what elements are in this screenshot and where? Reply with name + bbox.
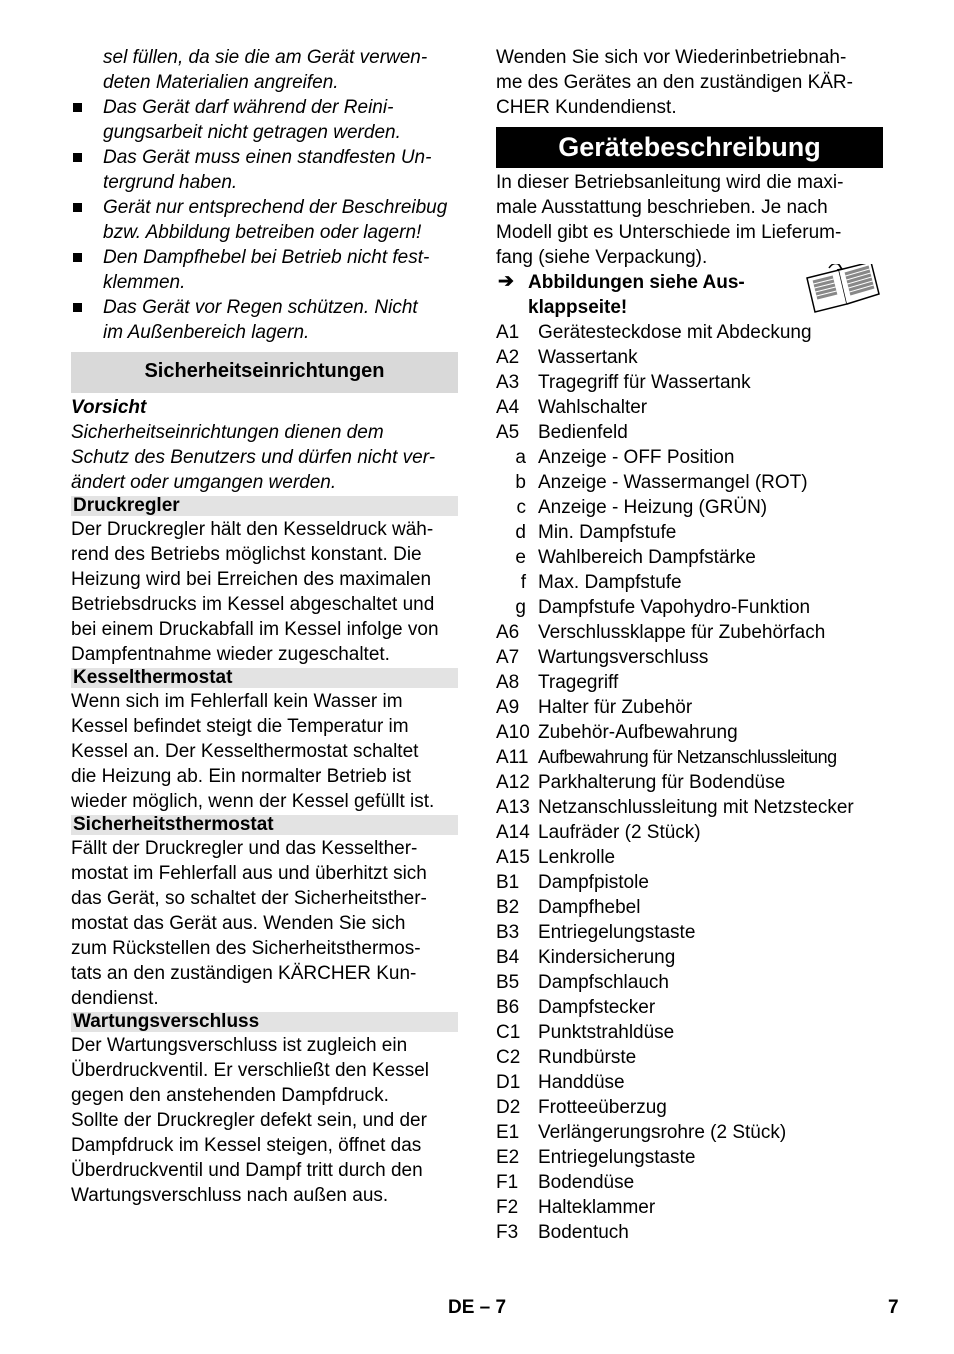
item-code: C2	[496, 1047, 521, 1068]
item-label: Bodendüse	[538, 1172, 635, 1193]
body-text-line: Dampfdruck im Kessel steigen, öffnet das	[71, 1135, 422, 1156]
component-list-item	[496, 970, 883, 995]
caution-text-line: Sicherheitseinrichtungen dienen dem	[71, 422, 384, 443]
body-text-line: gegen den anstehenden Dampfdruck.	[71, 1085, 389, 1106]
component-list-item	[496, 795, 883, 820]
component-list-item	[496, 620, 883, 645]
footer-page-label: DE – 7	[448, 1297, 507, 1318]
item-code: A5	[496, 422, 520, 443]
subsection-title: Druckregler	[71, 496, 458, 516]
note-text-line: Abbildungen siehe Aus-	[528, 272, 745, 293]
component-list-item	[496, 595, 883, 620]
item-label: Entriegelungstaste	[538, 1147, 696, 1168]
item-code: A15	[496, 847, 530, 868]
bullet-square-icon	[73, 103, 82, 112]
body-text-line: wieder möglich, wenn der Kessel gefüllt ist.	[71, 791, 435, 812]
component-list-item	[496, 570, 883, 595]
item-code: D2	[496, 1097, 521, 1118]
item-code: a	[515, 447, 526, 468]
item-label: Min. Dampfstufe	[538, 522, 677, 543]
note-text-line: klappseite!	[528, 297, 628, 318]
component-list-item	[496, 395, 883, 420]
body-text-line: rend des Betriebs möglichst konstant. Die	[71, 544, 422, 565]
item-label: Lenkrolle	[538, 847, 616, 868]
item-code: A11	[496, 747, 529, 768]
bullet-item	[71, 295, 458, 345]
item-code: C1	[496, 1022, 521, 1043]
item-label: Dampfhebel	[538, 897, 641, 918]
body-text-line: die Heizung ab. Ein normalter Betrieb ist	[71, 766, 412, 787]
description-line: Modell gibt es Unterschiede im Lieferum-	[496, 222, 842, 243]
item-label: Zubehör-Aufbewahrung	[538, 722, 738, 743]
body-text-line: Überdruckventil und Dampf tritt durch den	[71, 1160, 423, 1181]
item-label: Wassertank	[538, 347, 638, 368]
component-list-item	[496, 1045, 883, 1070]
footer-page-number: 7	[888, 1297, 899, 1318]
main-title: Gerätebeschreibung	[496, 127, 883, 168]
section-title: Sicherheitseinrichtungen	[71, 352, 458, 393]
item-code: F2	[496, 1197, 519, 1218]
item-label: Wartungsverschluss	[538, 647, 709, 668]
component-list-item	[496, 1070, 883, 1095]
illustration-note	[496, 270, 883, 320]
component-list-item	[496, 495, 883, 520]
body-text-line: mostat das Gerät aus. Wenden Sie sich	[71, 913, 406, 934]
component-list-item	[496, 545, 883, 570]
caution-text-line: ändert oder umgangen werden.	[71, 472, 337, 493]
component-list-item	[496, 320, 883, 345]
item-label: Aufbewahrung für Netzanschlussleitung	[538, 747, 837, 767]
body-text-line: Wenn sich im Fehlerfall kein Wasser im	[71, 691, 403, 712]
component-list-item	[496, 445, 883, 470]
component-list-item	[496, 1095, 883, 1120]
item-code: B2	[496, 897, 520, 918]
item-label: Verschlussklappe für Zubehörfach	[538, 622, 826, 643]
item-code: g	[515, 597, 526, 618]
body-text-line: Überdruckventil. Er verschließt den Kessel	[71, 1060, 429, 1081]
item-label: Handdüse	[538, 1072, 625, 1093]
item-label: Anzeige - Wassermangel (ROT)	[538, 472, 808, 493]
body-text-line: Der Wartungsverschluss ist zugleich ein	[71, 1035, 408, 1056]
component-list-item	[496, 770, 883, 795]
item-label: Dampfpistole	[538, 872, 649, 893]
item-label: Verlängerungsrohre (2 Stück)	[538, 1122, 787, 1143]
item-label: Dampfstufe Vapohydro-Funktion	[538, 597, 811, 618]
item-code: d	[515, 522, 526, 543]
bullet-text-line: klemmen.	[103, 272, 186, 293]
description-line: In dieser Betriebsanleitung wird die maxi-	[496, 172, 844, 193]
component-list-item	[496, 1195, 883, 1220]
component-list-item	[496, 370, 883, 395]
item-code: A4	[496, 397, 520, 418]
component-list-item	[496, 720, 883, 745]
item-label: Laufräder (2 Stück)	[538, 822, 701, 843]
body-text-line: Heizung wird bei Erreichen des maximalen	[71, 569, 432, 590]
item-label: Parkhalterung für Bodendüse	[538, 772, 786, 793]
item-code: A12	[496, 772, 530, 793]
caution-label: Vorsicht	[71, 397, 147, 418]
body-text-line: Wartungsverschluss nach außen aus.	[71, 1185, 389, 1206]
item-code: A1	[496, 322, 520, 343]
item-code: A2	[496, 347, 520, 368]
item-code: A3	[496, 372, 520, 393]
body-text-line: Betriebsdrucks im Kessel abgeschaltet und	[71, 594, 435, 615]
item-label: Tragegriff	[538, 672, 619, 693]
left-column	[71, 45, 458, 1208]
bullet-item	[71, 145, 458, 195]
item-label: Bodentuch	[538, 1222, 629, 1243]
bullet-text-line: gungsarbeit nicht getragen werden.	[103, 122, 401, 143]
subsection-title: Wartungsverschluss	[71, 1012, 458, 1032]
component-list-item	[496, 845, 883, 870]
item-label: Frotteeüberzug	[538, 1097, 667, 1118]
body-text-line: dendienst.	[71, 988, 159, 1009]
component-list-item	[496, 995, 883, 1020]
item-code: A8	[496, 672, 520, 693]
intro-line: sel füllen, da sie die am Gerät verwen-	[103, 47, 428, 68]
bullet-text-line: bzw. Abbildung betreiben oder lagern!	[103, 222, 422, 243]
item-code: F3	[496, 1222, 519, 1243]
bullet-square-icon	[73, 303, 82, 312]
intro-line: CHER Kundendienst.	[496, 97, 677, 118]
bullet-text-line: Das Gerät vor Regen schützen. Nicht	[103, 297, 418, 318]
component-list-item	[496, 920, 883, 945]
item-label: Kindersicherung	[538, 947, 676, 968]
component-list-item	[496, 645, 883, 670]
item-code: B1	[496, 872, 520, 893]
bullet-text-line: Das Gerät muss einen standfesten Un-	[103, 147, 432, 168]
component-list-item	[496, 895, 883, 920]
item-label: Halter für Zubehör	[538, 697, 693, 718]
item-code: A10	[496, 722, 530, 743]
item-code: B3	[496, 922, 520, 943]
item-label: Wahlbereich Dampfstärke	[538, 547, 756, 568]
item-code: A7	[496, 647, 520, 668]
body-text-line: zum Rückstellen des Sicherheitsthermos-	[71, 938, 421, 959]
item-label: Max. Dampfstufe	[538, 572, 682, 593]
item-label: Entriegelungstaste	[538, 922, 696, 943]
book-icon	[803, 264, 883, 320]
bullet-text-line: Den Dampfhebel bei Betrieb nicht fest-	[103, 247, 430, 268]
item-code: E1	[496, 1122, 520, 1143]
body-text-line: das Gerät, so schaltet der Sicherheitsther-	[71, 888, 427, 909]
item-label: Rundbürste	[538, 1047, 637, 1068]
item-code: A6	[496, 622, 520, 643]
subsection-title: Sicherheitsthermostat	[71, 815, 458, 835]
bullet-square-icon	[73, 153, 82, 162]
bullet-text-line: im Außenbereich lagern.	[103, 322, 310, 343]
item-code: F1	[496, 1172, 519, 1193]
bullet-item	[71, 245, 458, 295]
body-text-line: Der Druckregler hält den Kesseldruck wäh-	[71, 519, 434, 540]
bullet-square-icon	[73, 203, 82, 212]
item-label: Halteklammer	[538, 1197, 656, 1218]
component-list-item	[496, 470, 883, 495]
item-label: Dampfschlauch	[538, 972, 669, 993]
item-code: e	[515, 547, 526, 568]
item-label: Tragegriff für Wassertank	[538, 372, 751, 393]
bullet-item	[71, 95, 458, 145]
component-list-item	[496, 695, 883, 720]
component-list-item	[496, 870, 883, 895]
item-code: A13	[496, 797, 530, 818]
intro-line: Wenden Sie sich vor Wiederinbetriebnah-	[496, 47, 847, 68]
description-line: male Ausstattung beschrieben. Je nach	[496, 197, 828, 218]
description-line: fang (siehe Verpackung).	[496, 247, 708, 268]
body-text-line: tats an den zuständigen KÄRCHER Kun-	[71, 963, 417, 984]
caution-text-line: Schutz des Benutzers und dürfen nicht ver-	[71, 447, 436, 468]
component-list-item	[496, 1120, 883, 1145]
component-list-item	[496, 745, 883, 770]
item-code: b	[515, 472, 526, 493]
right-column	[496, 45, 883, 1245]
body-text-line: mostat im Fehlerfall aus und überhitzt sich	[71, 863, 427, 884]
component-list-item	[496, 670, 883, 695]
component-list-item	[496, 1170, 883, 1195]
body-text-line: Fällt der Druckregler und das Kesselther-	[71, 838, 418, 859]
component-list-item	[496, 345, 883, 370]
subsection-title: Kesselthermostat	[71, 668, 458, 688]
item-code: A9	[496, 697, 520, 718]
component-list-item	[496, 1145, 883, 1170]
bullet-text-line: tergrund haben.	[103, 172, 238, 193]
component-list-item	[496, 420, 883, 445]
item-label: Bedienfeld	[538, 422, 628, 443]
body-text-line: bei einem Druckabfall im Kessel infolge von	[71, 619, 439, 640]
bullet-text-line: Gerät nur entsprechend der Beschreibug	[103, 197, 448, 218]
item-label: Dampfstecker	[538, 997, 656, 1018]
component-list-item	[496, 1020, 883, 1045]
arrow-icon: ➔	[498, 271, 514, 292]
bullet-item	[71, 195, 458, 245]
component-list-item	[496, 520, 883, 545]
item-code: E2	[496, 1147, 520, 1168]
body-text-line: Kessel an. Der Kesselthermostat schaltet	[71, 741, 419, 762]
item-label: Punktstrahldüse	[538, 1022, 675, 1043]
body-text-line: Sollte der Druckregler defekt sein, und der	[71, 1110, 427, 1131]
bullet-square-icon	[73, 253, 82, 262]
intro-line: me des Gerätes an den zuständigen KÄR-	[496, 72, 853, 93]
item-code: B4	[496, 947, 520, 968]
item-code: c	[516, 497, 526, 518]
item-label: Wahlschalter	[538, 397, 648, 418]
item-label: Gerätesteckdose mit Abdeckung	[538, 322, 812, 343]
component-list-item	[496, 820, 883, 845]
component-list-item	[496, 945, 883, 970]
intro-line: deten Materialien angreifen.	[103, 72, 339, 93]
item-code: A14	[496, 822, 530, 843]
item-code: B5	[496, 972, 520, 993]
body-text-line: Dampfentnahme wieder zugeschaltet.	[71, 644, 390, 665]
item-code: f	[520, 572, 526, 593]
item-code: D1	[496, 1072, 521, 1093]
item-label: Anzeige - Heizung (GRÜN)	[538, 497, 768, 518]
item-code: B6	[496, 997, 520, 1018]
body-text-line: Kessel befindet steigt die Temperatur im	[71, 716, 409, 737]
bullet-text-line: Das Gerät darf während der Reini-	[103, 97, 394, 118]
item-label: Netzanschlussleitung mit Netzstecker	[538, 797, 854, 818]
item-label: Anzeige - OFF Position	[538, 447, 735, 468]
component-list-item	[496, 1220, 883, 1245]
